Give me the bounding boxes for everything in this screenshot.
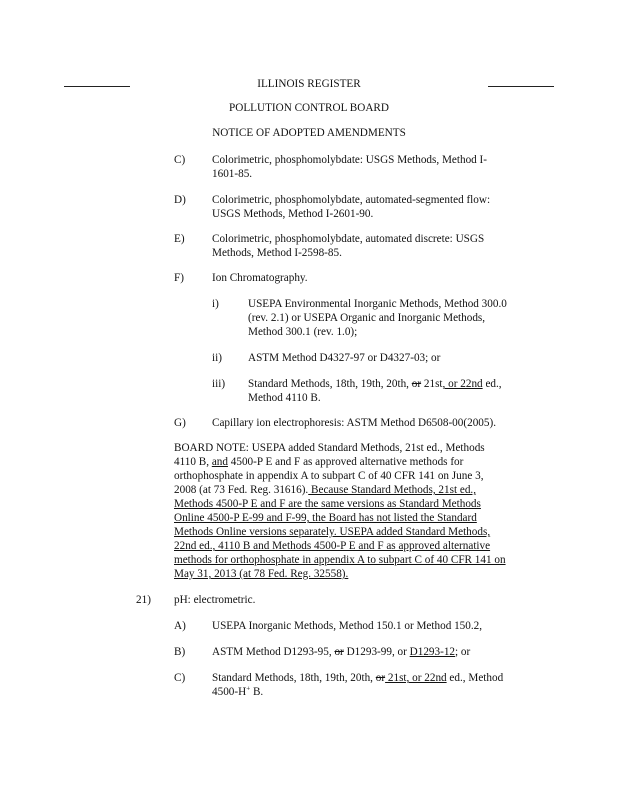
item-21-text: pH: electrometric.: [174, 594, 256, 606]
item-f-i-line3: Method 300.1 (rev. 1.0);: [248, 326, 358, 338]
item-d-label: D): [174, 194, 186, 206]
board-note-line: [174, 483, 476, 497]
item-d-line2: USGS Methods, Method I-2601-90.: [212, 208, 374, 220]
board-title: POLLUTION CONTROL BOARD: [229, 102, 389, 114]
board-note-line: Online 4500-P E-99 and F-99, the Board has not listed the Standard: [174, 512, 477, 524]
text-span: D1293-99, or: [343, 646, 410, 658]
board-note-line: [174, 455, 463, 469]
item-g-label: G): [174, 417, 186, 429]
text-span: 4110 B,: [174, 456, 212, 468]
text-span: Standard Methods, 18th, 19th, 20th,: [212, 672, 376, 684]
item-21a-text: USEPA Inorganic Methods, Method 150.1 or Method 150.2,: [212, 620, 483, 632]
item-e-line2: Methods, Method I-2598-85.: [212, 247, 342, 259]
item-f-text: Ion Chromatography.: [212, 272, 308, 284]
struck-text: or: [334, 646, 344, 658]
item-f-i-label: i): [212, 298, 219, 310]
underlined-text: Because Standard Methods, 21st ed.,: [308, 484, 477, 496]
item-21b-label: B): [174, 646, 186, 658]
item-f-ii-text: ASTM Method D4327-97 or D4327-03; or: [248, 352, 441, 364]
board-note-line: Methods Online versions separately. USEPA added Standard Methods,: [174, 526, 491, 538]
struck-text: or: [375, 672, 386, 684]
item-c-line1: Colorimetric, phosphomolybdate: USGS Methods, Method I-: [212, 154, 488, 166]
item-e-line1: Colorimetric, phosphomolybdate, automated discrete: USGS: [212, 233, 485, 245]
underlined-text: and: [211, 456, 228, 468]
text-span: 4500-H: [212, 686, 247, 698]
text-span: ed., Method: [446, 672, 504, 684]
item-e-label: E): [174, 233, 185, 245]
item-f-i-line2: (rev. 2.1) or USEPA Organic and Inorganic Methods,: [248, 312, 486, 324]
underlined-text: 21st, or 22nd: [385, 672, 447, 684]
text-span: 21st: [421, 378, 443, 390]
item-21b-text: [212, 645, 470, 659]
item-21c-line1: [212, 671, 503, 685]
item-d-line1: Colorimetric, phosphomolybdate, automated-segmented flow:: [212, 194, 491, 206]
struck-text: or: [411, 378, 422, 390]
notice-title: NOTICE OF ADOPTED AMENDMENTS: [212, 127, 406, 139]
register-title: ILLINOIS REGISTER: [257, 78, 361, 90]
item-21c-label: C): [174, 672, 186, 684]
item-21-label: 21): [136, 594, 151, 606]
item-g-text: Capillary ion electrophoresis: ASTM Method D6508-00(2005).: [212, 417, 496, 429]
item-f-ii-label: ii): [212, 352, 222, 364]
item-f-iii-label: iii): [212, 378, 226, 390]
item-c-line2: 1601-85.: [212, 168, 253, 180]
text-span: Standard Methods, 18th, 19th, 20th,: [248, 378, 412, 390]
underlined-text: D1293-12: [409, 646, 456, 658]
text-span: 4500-P E and F as approved alternative methods for: [227, 456, 464, 468]
item-f-iii-line2: Method 4110 B.: [248, 392, 321, 404]
text-span: ed.,: [482, 378, 502, 390]
text-span: ; or: [455, 646, 471, 658]
board-note-line: BOARD NOTE: USEPA added Standard Methods, 21st ed., Methods: [174, 442, 485, 454]
item-21a-label: A): [174, 620, 186, 632]
board-note-line: methods for orthophosphate in appendix A to subpart C of 40 CFR 141 on: [174, 554, 506, 566]
underlined-text: , or 22nd: [442, 378, 483, 390]
item-f-i-line1: USEPA Environmental Inorganic Methods, Method 300.0: [248, 298, 507, 310]
item-f-label: F): [174, 272, 184, 284]
board-note-line: 22nd ed., 4110 B and Methods 4500-P E and F as approved alternative: [174, 540, 491, 552]
text-span: ASTM Method D1293-95,: [212, 646, 335, 658]
board-note-line: May 31, 2013 (at 78 Fed. Reg. 32558).: [174, 568, 349, 580]
board-note-line: orthophosphate in appendix A to subpart C of 40 CFR 141 on June 3,: [174, 470, 484, 482]
board-note-line: Methods 4500-P E and F are the same versions as Standard Methods: [174, 498, 481, 510]
item-f-iii-line1: [248, 377, 502, 391]
item-21c-line2: [212, 685, 263, 699]
text-span: 2008 (at 73 Fed. Reg. 31616).: [174, 484, 309, 496]
superscript: +: [246, 684, 251, 693]
text-span: B.: [250, 686, 264, 698]
item-c-label: C): [174, 154, 186, 166]
